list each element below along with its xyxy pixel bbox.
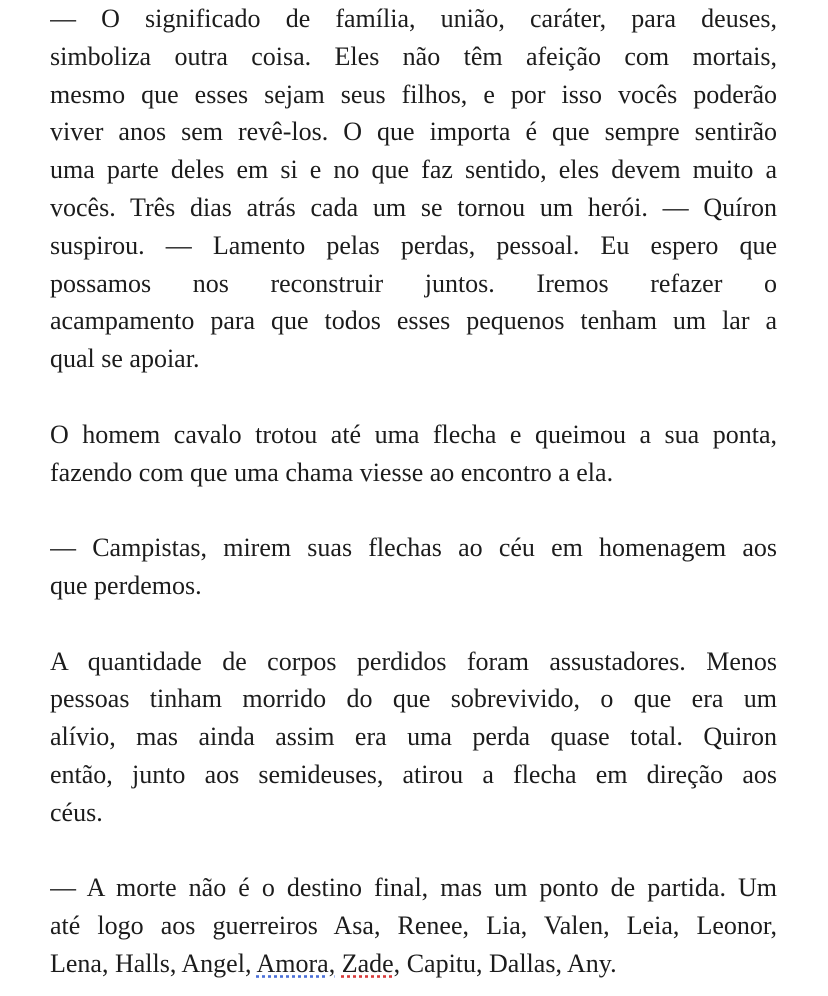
paragraph-gap [50,605,777,643]
text-line: viver anos sem revê-los. O que importa é que sempre sentirão [50,117,777,147]
paragraph-3 [50,529,777,605]
text-segment: Lena, Halls, Angel, [50,948,257,978]
text-line: até logo aos guerreiros Asa, Renee, Lia, Valen, Leia, Leonor, [50,911,777,941]
paragraph-gap [50,378,777,416]
text-line: — A morte não é o destino final, mas um ponto de partida. Um [50,873,777,903]
text-line: A quantidade de corpos perdidos foram assustadores. Menos [50,646,777,676]
spellcheck-flag-word[interactable]: Zade, [341,948,401,978]
paragraph-gap [50,832,777,870]
text-line: qual se apoiar. [50,344,200,374]
paragraph-gap [50,491,777,529]
paragraph-5 [50,869,777,982]
text-line: pessoas tinham morrido do que sobrevivido, o que era um [50,684,777,714]
paragraph-1 [50,0,777,378]
paragraph-2 [50,416,777,492]
text-segment: Capitu, Dallas, Any. [400,948,617,978]
text-line: O homem cavalo trotou até uma flecha e queimou a sua ponta, [50,419,777,449]
text-line: alívio, mas ainda assim era uma perda quase total. Quiron [50,722,777,752]
text-line: vocês. Três dias atrás cada um se tornou um herói. — Quíron [50,192,777,222]
text-line: que perdemos. [50,570,202,600]
paragraph-4 [50,643,777,832]
text-line: céus. [50,797,103,827]
text-line [50,945,777,983]
text-line: suspirou. — Lamento pelas perdas, pessoal. Eu espero que [50,230,777,260]
spellcheck-flag-word[interactable]: Amora, [256,948,336,978]
text-line: acampamento para que todos esses pequenos tenham um lar a [50,306,777,336]
text-line: possamos nos reconstruir juntos. Iremos refazer o [50,268,777,298]
text-line: fazendo com que uma chama viesse ao encontro a ela. [50,457,614,487]
text-line: mesmo que esses sejam seus filhos, e por isso vocês poderão [50,79,777,109]
text-line: — O significado de família, união, caráter, para deuses, [50,4,777,33]
text-line: simboliza outra coisa. Eles não têm afeição com mortais, [50,41,777,71]
text-line: então, junto aos semideuses, atirou a flecha em direção aos [50,759,777,789]
document-page [50,0,777,983]
text-line: uma parte deles em si e no que faz sentido, eles devem muito a [50,155,777,185]
text-line: — Campistas, mirem suas flechas ao céu em homenagem aos [50,533,777,563]
